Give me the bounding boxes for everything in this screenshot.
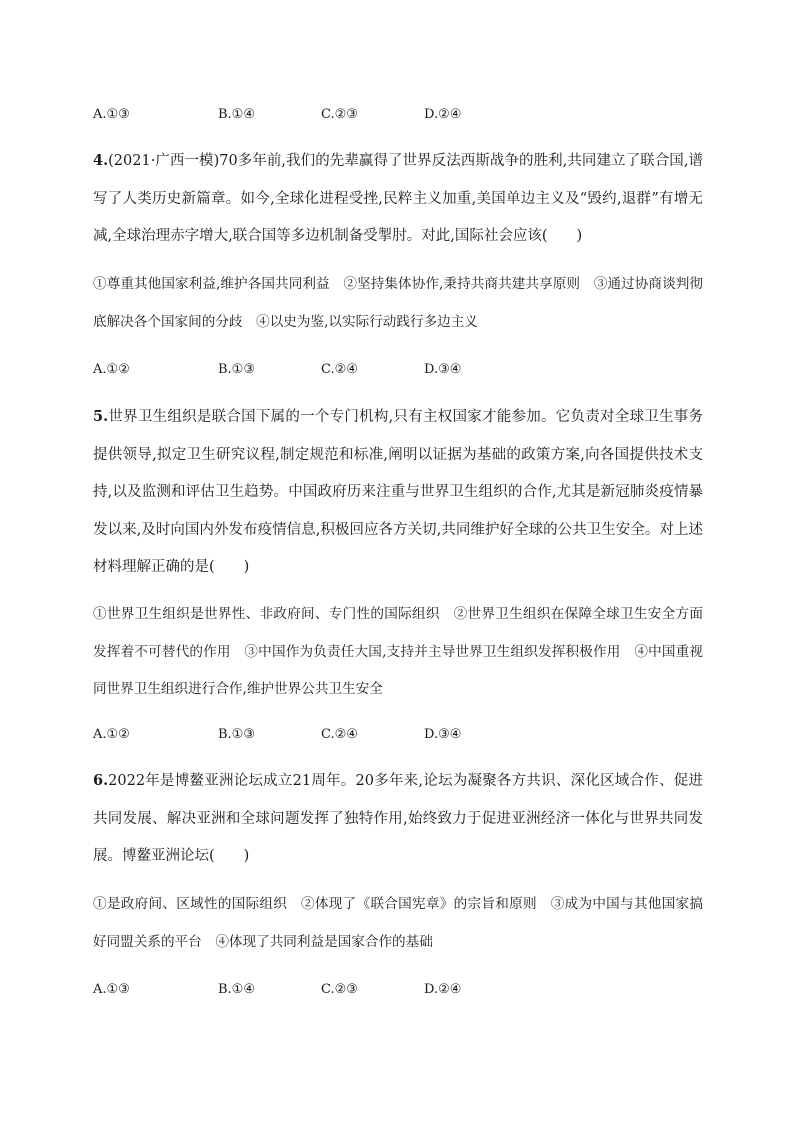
option-c[interactable]: C.②③ [321,982,358,997]
question-5-options [93,725,713,745]
question-6-options [93,980,713,1000]
question-5-stem [93,398,703,587]
question-4-stem [93,142,703,256]
prev-question-options [93,105,713,125]
option-a[interactable]: A.①③ [93,107,130,122]
option-d[interactable]: D.③④ [424,727,462,742]
question-6-choices: ①是政府间、区域性的国际组织 ②体现了《联合国宪章》的宗旨和原则 ③成为中国与其他国家搞好同盟关系的平台 ④体现了共同利益是国家合作的基础 [93,896,703,950]
question-6-stem [93,762,703,876]
option-b[interactable]: B.①④ [218,982,255,997]
option-a[interactable]: A.①② [93,727,130,742]
question-text: (2021·广西一模)70多年前,我们的先辈赢得了世界反法西斯战争的胜利,共同建立了联合国,谱写了人类历史新篇章。如今,全球化进程受挫,民粹主义加重,美国单边主义及“毁约,退群”有增无减,全球治理赤字增大,联合国等多边机制备受掣肘。对此,国际社会应该( ) [93,153,703,244]
question-number: 5. [93,408,109,425]
question-text: 世界卫生组织是联合国下属的一个专门机构,只有主权国家才能参加。它负责对全球卫生事务提供领导,拟定卫生研究议程,制定规范和标准,阐明以证据为基础的政策方案,向各国提供技术支持,以及监测和评估卫生趋势。中国政府历来注重与世界卫生组织的合作,尤其是新冠肺炎疫情暴发以来,及时向国内外发布疫情信息,积极回应各方关切,共同维护好全球的公共卫生安全。对上述材料理解正确的是( ) [93,409,703,575]
question-text: 2022年是博鳌亚洲论坛成立21周年。20多年来,论坛为凝聚各方共识、深化区域合作、促进共同发展、解决亚洲和全球问题发挥了独特作用,始终致力于促进亚洲经济一体化与世界共同发展。博鳌亚洲论坛( ) [93,773,703,864]
question-number: 6. [93,772,109,789]
question-4-choices: ①尊重其他国家利益,维护各国共同利益 ②坚持集体协作,秉持共商共建共享原则 ③通过协商谈判彻底解决各个国家间的分歧 ④以史为鉴,以实际行动践行多边主义 [93,276,703,330]
option-d[interactable]: D.②④ [424,107,462,122]
option-c[interactable]: C.②④ [321,362,358,377]
option-b[interactable]: B.①③ [218,727,255,742]
option-b[interactable]: B.①③ [218,362,255,377]
option-c[interactable]: C.②③ [321,107,358,122]
question-5-choices: ①世界卫生组织是世界性、非政府间、专门性的国际组织 ②世界卫生组织在保障全球卫生安全方面发挥着不可替代的作用 ③中国作为负责任大国,支持并主导世界卫生组织发挥积极作用 ④中国重视同世界卫生组织进行合作,维护世界公共卫生安全 [93,606,703,697]
question-number: 4. [93,152,109,169]
option-d[interactable]: D.②④ [424,982,462,997]
question-4-options [93,360,713,380]
option-b[interactable]: B.①④ [218,107,255,122]
option-a[interactable]: A.①③ [93,982,130,997]
option-c[interactable]: C.②④ [321,727,358,742]
option-d[interactable]: D.③④ [424,362,462,377]
option-a[interactable]: A.①② [93,362,130,377]
